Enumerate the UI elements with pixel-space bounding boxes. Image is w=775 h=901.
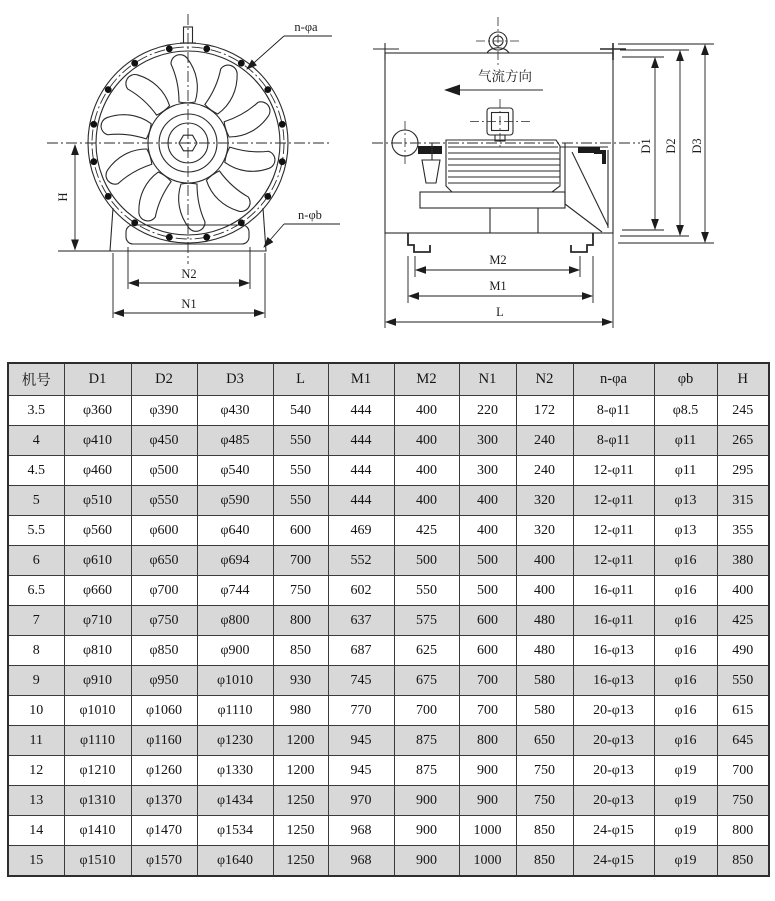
table-cell: φ610 [64, 546, 131, 576]
table-cell: φ1370 [131, 786, 197, 816]
table-cell: 425 [717, 606, 769, 636]
table-cell: φ410 [64, 426, 131, 456]
table-cell: 444 [328, 426, 394, 456]
table-cell: 900 [459, 756, 516, 786]
table-cell: 480 [516, 606, 573, 636]
dim-label-n-phi-b: n-φb [298, 208, 322, 222]
table-cell: 600 [459, 606, 516, 636]
table-row [8, 846, 769, 877]
table-cell: 750 [273, 576, 328, 606]
dim-label-m2: M2 [489, 253, 507, 267]
table-cell: φ430 [197, 396, 273, 426]
table-cell: 6.5 [8, 576, 64, 606]
table-cell: 480 [516, 636, 573, 666]
table-row [8, 786, 769, 816]
table-cell: 500 [459, 546, 516, 576]
table-cell: 12 [8, 756, 64, 786]
table-cell: 1200 [273, 726, 328, 756]
table-row [8, 426, 769, 456]
table-cell: 850 [717, 846, 769, 877]
dim-label-l: L [496, 305, 504, 319]
table-cell: 6 [8, 546, 64, 576]
table-cell: 240 [516, 456, 573, 486]
table-cell: φ1210 [64, 756, 131, 786]
table-cell: 16-φ13 [573, 636, 654, 666]
table-cell: φ13 [654, 486, 717, 516]
spec-table-header [8, 363, 769, 396]
col-header-n1: N1 [459, 363, 516, 396]
table-cell: φ510 [64, 486, 131, 516]
table-cell: 1000 [459, 846, 516, 877]
table-cell: 745 [328, 666, 394, 696]
leader-n-phi-b [264, 224, 284, 247]
table-cell: 700 [459, 666, 516, 696]
dim-label-d3: D3 [690, 138, 704, 154]
table-row [8, 726, 769, 756]
fan-side-view [372, 17, 640, 252]
table-cell: 20-φ13 [573, 756, 654, 786]
table-cell: φ16 [654, 696, 717, 726]
table-cell: 900 [394, 786, 459, 816]
table-cell: 20-φ13 [573, 726, 654, 756]
table-cell: φ1230 [197, 726, 273, 756]
table-cell: φ590 [197, 486, 273, 516]
table-cell: 750 [516, 786, 573, 816]
table-cell: 469 [328, 516, 394, 546]
table-cell: 8-φ11 [573, 426, 654, 456]
table-cell: 850 [516, 816, 573, 846]
table-cell: 800 [717, 816, 769, 846]
table-cell: φ13 [654, 516, 717, 546]
table-cell: 15 [8, 846, 64, 877]
table-row [8, 756, 769, 786]
col-header-n-phi-a: n-φa [573, 363, 654, 396]
table-cell: φ950 [131, 666, 197, 696]
table-cell: 24-φ15 [573, 816, 654, 846]
table-cell: φ1640 [197, 846, 273, 877]
table-cell: 444 [328, 396, 394, 426]
table-cell: 13 [8, 786, 64, 816]
table-cell: φ710 [64, 606, 131, 636]
table-cell: 16-φ11 [573, 606, 654, 636]
table-cell: 550 [394, 576, 459, 606]
fan-front-view [47, 14, 332, 264]
table-cell: φ744 [197, 576, 273, 606]
table-cell: 400 [394, 426, 459, 456]
table-cell: 444 [328, 486, 394, 516]
dim-label-d2: D2 [664, 138, 678, 154]
table-cell: 930 [273, 666, 328, 696]
side-view-dim-labels [478, 68, 704, 319]
table-cell: φ500 [131, 456, 197, 486]
table-cell: φ11 [654, 456, 717, 486]
table-cell: 4.5 [8, 456, 64, 486]
table-cell: φ1260 [131, 756, 197, 786]
table-cell: 12-φ11 [573, 516, 654, 546]
table-cell: 24-φ15 [573, 846, 654, 877]
table-cell: 700 [273, 546, 328, 576]
table-cell: 4 [8, 426, 64, 456]
table-cell: 380 [717, 546, 769, 576]
table-cell: 12-φ11 [573, 486, 654, 516]
dim-label-n2: N2 [181, 267, 197, 281]
col-header-d3: D3 [197, 363, 273, 396]
col-header-n2: N2 [516, 363, 573, 396]
table-row [8, 696, 769, 726]
table-cell: 1250 [273, 846, 328, 877]
table-cell: φ16 [654, 576, 717, 606]
table-cell: 637 [328, 606, 394, 636]
table-cell: φ1534 [197, 816, 273, 846]
table-cell: 400 [394, 486, 459, 516]
table-cell: 770 [328, 696, 394, 726]
table-cell: 900 [394, 846, 459, 877]
table-cell: 11 [8, 726, 64, 756]
table-cell: 14 [8, 816, 64, 846]
header-row [8, 363, 769, 396]
table-cell: φ1110 [64, 726, 131, 756]
table-cell: 295 [717, 456, 769, 486]
table-row [8, 666, 769, 696]
table-cell: 300 [459, 456, 516, 486]
table-cell: 16-φ13 [573, 666, 654, 696]
table-row [8, 456, 769, 486]
table-cell: 900 [459, 786, 516, 816]
front-view-dim-labels [56, 20, 322, 311]
mounting-feet [408, 233, 593, 252]
table-cell: φ800 [197, 606, 273, 636]
table-cell: 615 [717, 696, 769, 726]
table-cell: 12-φ11 [573, 546, 654, 576]
table-cell: 750 [516, 756, 573, 786]
table-cell: 9 [8, 666, 64, 696]
table-cell: 625 [394, 636, 459, 666]
table-cell: φ1510 [64, 846, 131, 877]
table-cell: 500 [394, 546, 459, 576]
table-cell: 550 [273, 426, 328, 456]
eyebolt-icon [476, 17, 520, 66]
col-header-model: 机号 [8, 363, 64, 396]
table-cell: 550 [273, 486, 328, 516]
table-cell: 800 [273, 606, 328, 636]
table-cell: 8-φ11 [573, 396, 654, 426]
table-cell: 500 [459, 576, 516, 606]
table-cell: 580 [516, 666, 573, 696]
table-cell: 645 [717, 726, 769, 756]
table-cell: 490 [717, 636, 769, 666]
table-cell: φ450 [131, 426, 197, 456]
table-cell: 980 [273, 696, 328, 726]
table-cell: 900 [394, 816, 459, 846]
table-cell: 1000 [459, 816, 516, 846]
table-cell: φ19 [654, 816, 717, 846]
table-cell: 575 [394, 606, 459, 636]
table-cell: 5 [8, 486, 64, 516]
table-cell: 600 [459, 636, 516, 666]
table-cell: φ1160 [131, 726, 197, 756]
table-cell: 970 [328, 786, 394, 816]
table-row [8, 636, 769, 666]
table-cell: 800 [459, 726, 516, 756]
table-cell: φ19 [654, 756, 717, 786]
table-cell: 20-φ13 [573, 786, 654, 816]
table-row [8, 816, 769, 846]
table-cell: 1250 [273, 786, 328, 816]
dim-label-d1: D1 [639, 138, 653, 154]
table-cell: φ1060 [131, 696, 197, 726]
table-cell: 400 [459, 486, 516, 516]
table-cell: φ910 [64, 666, 131, 696]
table-cell: 945 [328, 726, 394, 756]
table-cell: 240 [516, 426, 573, 456]
table-row [8, 576, 769, 606]
table-row [8, 546, 769, 576]
table-cell: 602 [328, 576, 394, 606]
table-cell: 540 [273, 396, 328, 426]
table-cell: φ16 [654, 726, 717, 756]
table-cell: φ1410 [64, 816, 131, 846]
table-row [8, 606, 769, 636]
airflow-arrow [444, 85, 543, 96]
table-row [8, 396, 769, 426]
table-cell: 700 [394, 696, 459, 726]
table-cell: 400 [717, 576, 769, 606]
table-cell: φ11 [654, 426, 717, 456]
table-row [8, 486, 769, 516]
table-cell: 444 [328, 456, 394, 486]
col-header-d1: D1 [64, 363, 131, 396]
spec-table-body [8, 396, 769, 877]
leader-n-phi-a [247, 36, 284, 69]
table-cell: 750 [717, 786, 769, 816]
table-cell: 945 [328, 756, 394, 786]
table-cell: 8 [8, 636, 64, 666]
table-cell: 300 [459, 426, 516, 456]
table-cell: 220 [459, 396, 516, 426]
table-cell: φ850 [131, 636, 197, 666]
spec-table-container [7, 362, 768, 877]
table-cell: 400 [394, 456, 459, 486]
table-cell: 3.5 [8, 396, 64, 426]
col-header-h: H [717, 363, 769, 396]
table-cell: φ600 [131, 516, 197, 546]
table-cell: 875 [394, 756, 459, 786]
table-cell: φ16 [654, 666, 717, 696]
table-cell: 320 [516, 486, 573, 516]
table-cell: 315 [717, 486, 769, 516]
table-cell: φ540 [197, 456, 273, 486]
table-cell: φ1570 [131, 846, 197, 877]
table-cell: 850 [516, 846, 573, 877]
table-row [8, 516, 769, 546]
table-cell: φ1110 [197, 696, 273, 726]
table-cell: φ16 [654, 606, 717, 636]
side-view-dimensions [385, 44, 714, 328]
dim-label-n-phi-a: n-φa [294, 20, 318, 34]
table-cell: φ700 [131, 576, 197, 606]
table-cell: φ16 [654, 636, 717, 666]
table-cell: φ1434 [197, 786, 273, 816]
table-cell: 875 [394, 726, 459, 756]
table-cell: 355 [717, 516, 769, 546]
dim-label-n1: N1 [181, 297, 197, 311]
col-header-d2: D2 [131, 363, 197, 396]
table-cell: 172 [516, 396, 573, 426]
table-cell: 400 [516, 576, 573, 606]
table-cell: 400 [516, 546, 573, 576]
table-cell: 320 [516, 516, 573, 546]
motor [446, 140, 560, 192]
table-cell: φ560 [64, 516, 131, 546]
col-header-l: L [273, 363, 328, 396]
table-cell: 600 [273, 516, 328, 546]
col-header-m1: M1 [328, 363, 394, 396]
diffuser-section [560, 143, 608, 232]
table-cell: φ1310 [64, 786, 131, 816]
table-cell: φ1330 [197, 756, 273, 786]
table-cell: φ694 [197, 546, 273, 576]
table-cell: φ550 [131, 486, 197, 516]
table-cell: 687 [328, 636, 394, 666]
table-cell: 700 [459, 696, 516, 726]
table-cell: 400 [459, 516, 516, 546]
table-cell: φ8.5 [654, 396, 717, 426]
table-cell: 400 [394, 396, 459, 426]
table-cell: 10 [8, 696, 64, 726]
table-cell: φ900 [197, 636, 273, 666]
table-cell: 700 [717, 756, 769, 786]
technical-drawings [0, 0, 775, 360]
table-cell: 550 [273, 456, 328, 486]
table-cell: 20-φ13 [573, 696, 654, 726]
table-cell: 1200 [273, 756, 328, 786]
table-cell: 675 [394, 666, 459, 696]
front-view-dimensions [58, 36, 340, 318]
table-cell: φ460 [64, 456, 131, 486]
table-cell: φ360 [64, 396, 131, 426]
airflow-direction-label: 气流方向 [478, 69, 532, 84]
table-cell: φ1010 [197, 666, 273, 696]
motor-mount [420, 192, 565, 233]
table-cell: 968 [328, 846, 394, 877]
table-cell: φ750 [131, 606, 197, 636]
table-cell: φ1470 [131, 816, 197, 846]
dim-label-h: H [56, 192, 70, 202]
table-cell: 245 [717, 396, 769, 426]
dim-label-m1: M1 [489, 279, 507, 293]
table-cell: φ16 [654, 546, 717, 576]
table-cell: 550 [717, 666, 769, 696]
table-cell: φ485 [197, 426, 273, 456]
table-cell: 16-φ11 [573, 576, 654, 606]
table-cell: 12-φ11 [573, 456, 654, 486]
table-cell: φ810 [64, 636, 131, 666]
col-header-phi-b: φb [654, 363, 717, 396]
table-cell: 552 [328, 546, 394, 576]
shaft-coupling [418, 143, 442, 183]
table-cell: φ1010 [64, 696, 131, 726]
table-cell: 5.5 [8, 516, 64, 546]
spec-table [7, 362, 770, 877]
table-cell: 7 [8, 606, 64, 636]
table-cell: φ640 [197, 516, 273, 546]
table-cell: 580 [516, 696, 573, 726]
table-cell: φ660 [64, 576, 131, 606]
table-cell: 425 [394, 516, 459, 546]
col-header-m2: M2 [394, 363, 459, 396]
table-cell: 650 [516, 726, 573, 756]
table-cell: 1250 [273, 816, 328, 846]
table-cell: 968 [328, 816, 394, 846]
table-cell: φ650 [131, 546, 197, 576]
table-cell: φ19 [654, 786, 717, 816]
bearing-cap [392, 121, 418, 166]
table-cell: 265 [717, 426, 769, 456]
table-cell: 850 [273, 636, 328, 666]
table-cell: φ19 [654, 846, 717, 877]
table-cell: φ390 [131, 396, 197, 426]
